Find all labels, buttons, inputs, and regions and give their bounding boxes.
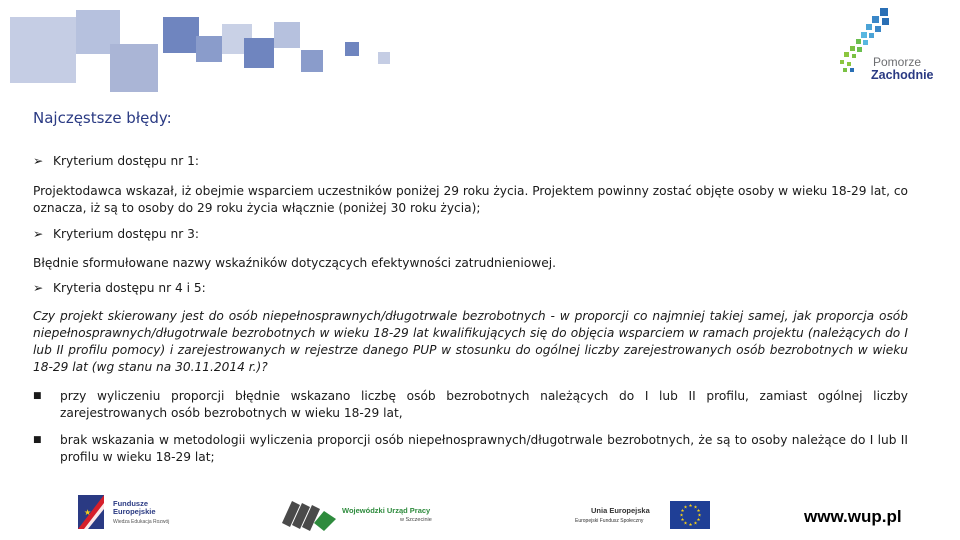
eu-flag-icon [670, 501, 710, 529]
deco-square [196, 36, 222, 62]
criterion-1-title [33, 154, 199, 168]
criterion-1-text: Projektodawca wskazał, iż obejmie wsparciem uczestników poniżej 29 roku życia. Projektem powinny zostać objęte osoby w wieku 18-29 lat, co oznacza, iż są to osoby do 29 roku życia włącznie (poniżej 30 roku życia); [33, 184, 908, 215]
deco-square [301, 50, 323, 72]
svg-text:★: ★ [696, 509, 701, 514]
fe-line3: Wiedza Edukacja Rozwój [113, 519, 170, 525]
fe-text [113, 500, 169, 526]
svg-text:★: ★ [679, 513, 684, 519]
deco-square [10, 17, 76, 83]
ue-line1: Unia Europejska [591, 506, 650, 515]
wup-line2: w Szczecinie [400, 517, 432, 523]
wup-logo [280, 493, 338, 533]
svg-text:★: ★ [680, 518, 685, 523]
criterion-3-label: Kryterium dostępu nr 3: [53, 227, 199, 241]
list-item [33, 432, 908, 466]
ue-line2: Europejski Fundusz Społeczny [575, 518, 644, 524]
svg-text:★: ★ [693, 521, 698, 527]
brand-line1: Pomorze [873, 55, 922, 69]
deco-square [110, 44, 158, 92]
svg-text:★: ★ [688, 504, 693, 509]
fe-line2: Europejskie [113, 507, 156, 516]
bullet-text: przy wyliczeniu proporcji błędnie wskazano liczbę osób bezrobotnych należących do I lub II profilu, zamiast ogólnej liczby zarejestrowanych osób bezrobotnych w wieku 18-29 lat, [60, 389, 908, 420]
svg-text:★: ★ [697, 513, 702, 519]
svg-text:★: ★ [693, 505, 698, 511]
criterion-1-label: Kryterium dostępu nr 1: [53, 154, 199, 168]
svg-text:★: ★ [84, 508, 92, 517]
criterion-45-label: Kryteria dostępu nr 4 i 5: [53, 281, 206, 295]
arrow-bullet-icon: ➢ [33, 281, 44, 295]
list-item [33, 388, 908, 422]
svg-text:★: ★ [680, 509, 685, 514]
website-link[interactable]: www.wup.pl [804, 507, 902, 526]
criterion-3-text: Błędnie sformułowane nazwy wskaźników dotyczących efektywności zatrudnieniowej. [33, 256, 556, 270]
square-bullet-icon: ■ [33, 435, 42, 445]
page-title: Najczęstsze błędy: [33, 109, 172, 127]
svg-text:★: ★ [683, 521, 688, 527]
bullet-text: brak wskazania w metodologii wyliczenia proporcji osób niepełnosprawnych/długotrwale bezrobotnych, że są to osoby należące do I lub II profilu w wieku 18-29 lat; [60, 433, 908, 464]
svg-text:★: ★ [683, 505, 688, 511]
deco-square [163, 17, 199, 53]
svg-text:★: ★ [688, 523, 693, 528]
criterion-3-title [33, 227, 199, 241]
fe-line1: Fundusze [113, 499, 148, 508]
deco-square [345, 42, 359, 56]
criterion-45-title [33, 281, 206, 295]
deco-square [244, 38, 274, 68]
deco-square [274, 22, 300, 48]
arrow-bullet-icon: ➢ [33, 227, 44, 241]
criterion-45-text: Czy projekt skierowany jest do osób niepełnosprawnych/długotrwale bezrobotnych - w proporcji co najmniej takiej samej, jak proporcja osób niepełnosprawnych/długotrwale bezrobotnych w wieku 18-29 lat kwalifikujących się do objęcia wsparciem w ramach projektu (należących do I lub II profilu pomocy) i zarejestrowanych w rejestrze danego PUP w stosunku do ogólnej liczby zarejestrowanych osób bezrobotnych w wieku 18-29 lat (wg stanu na 30.11.2014 r.)? [33, 309, 908, 374]
svg-text:★: ★ [696, 518, 701, 523]
fundusze-europejskie-logo [78, 493, 108, 533]
brand-line2: Zachodnie [871, 68, 934, 82]
deco-square [378, 52, 390, 64]
square-bullet-icon: ■ [33, 391, 42, 401]
arrow-bullet-icon: ➢ [33, 154, 44, 168]
wup-line1: Wojewódzki Urząd Pracy [342, 506, 431, 515]
